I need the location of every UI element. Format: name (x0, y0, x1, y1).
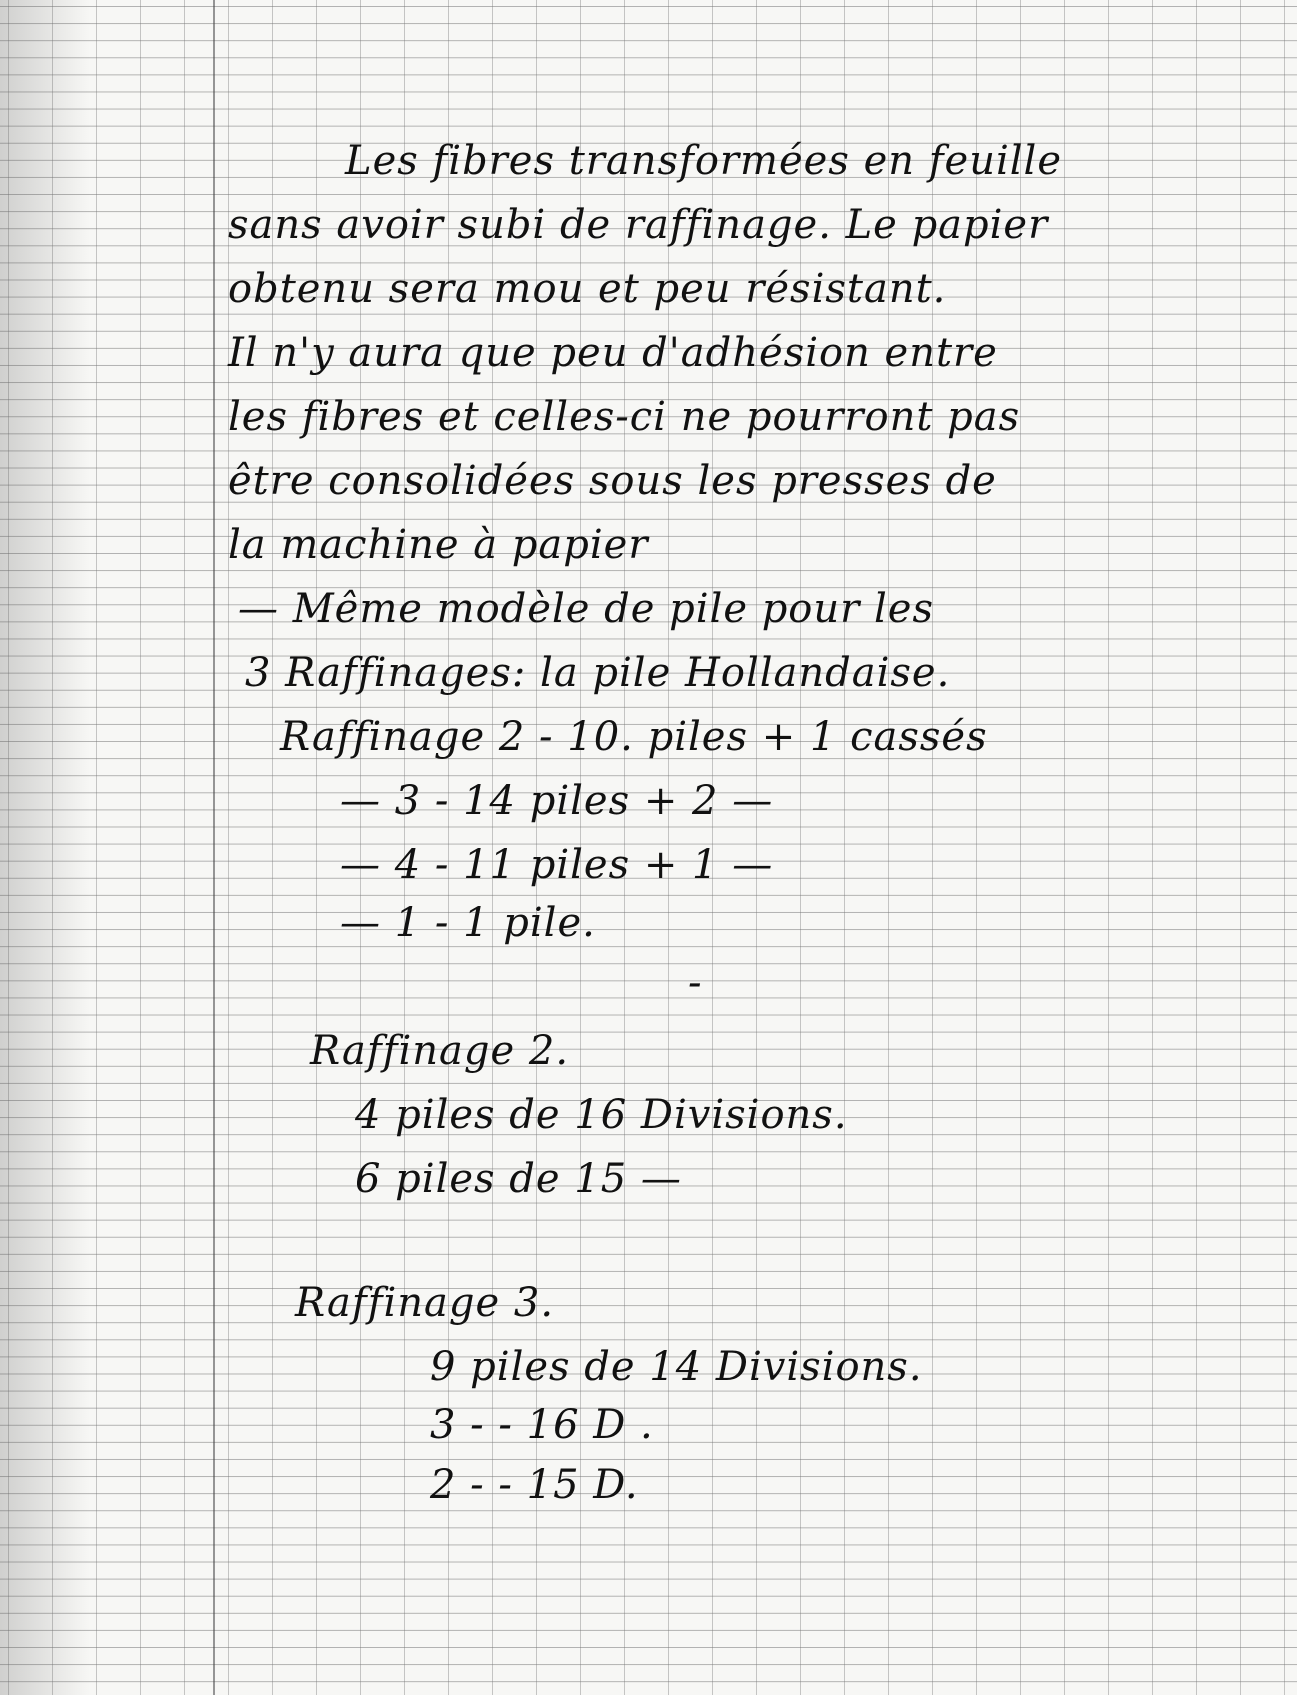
paragraph-line: sans avoir subi de raffinage. Le papier (228, 202, 1049, 248)
summary-row: Raffinage 2 - 10. piles + 1 cassés (280, 714, 988, 760)
section-line: 9 piles de 14 Divisions. (430, 1344, 923, 1390)
model-line: — Même modèle de pile pour les (238, 586, 934, 632)
summary-row: — 3 - 14 piles + 2 — (340, 778, 774, 824)
section-line: 3 - - 16 D . (430, 1402, 654, 1448)
section-line: 4 piles de 16 Divisions. (355, 1092, 848, 1138)
margin-line (213, 0, 215, 1695)
section-line: 6 piles de 15 — (355, 1156, 682, 1202)
separator-dash: - (688, 960, 703, 1006)
page-shadow (0, 0, 90, 1695)
model-line: 3 Raffinages: la pile Hollandaise. (245, 650, 951, 696)
paragraph-line: les fibres et celles-ci ne pourront pas (228, 394, 1021, 440)
paragraph-line: être consolidées sous les presses de (228, 458, 997, 504)
summary-row: — 1 - 1 pile. (340, 900, 596, 946)
section-title: Raffinage 2. (310, 1028, 570, 1074)
summary-row: — 4 - 11 piles + 1 — (340, 842, 774, 888)
section-line: 2 - - 15 D. (430, 1462, 639, 1508)
paragraph-line: la machine à papier (228, 522, 649, 568)
section-title: Raffinage 3. (295, 1280, 555, 1326)
paragraph-line: Les fibres transformées en feuille (345, 138, 1063, 184)
paragraph-line: obtenu sera mou et peu résistant. (228, 266, 947, 312)
paragraph-line: Il n'y aura que peu d'adhésion entre (228, 330, 998, 376)
